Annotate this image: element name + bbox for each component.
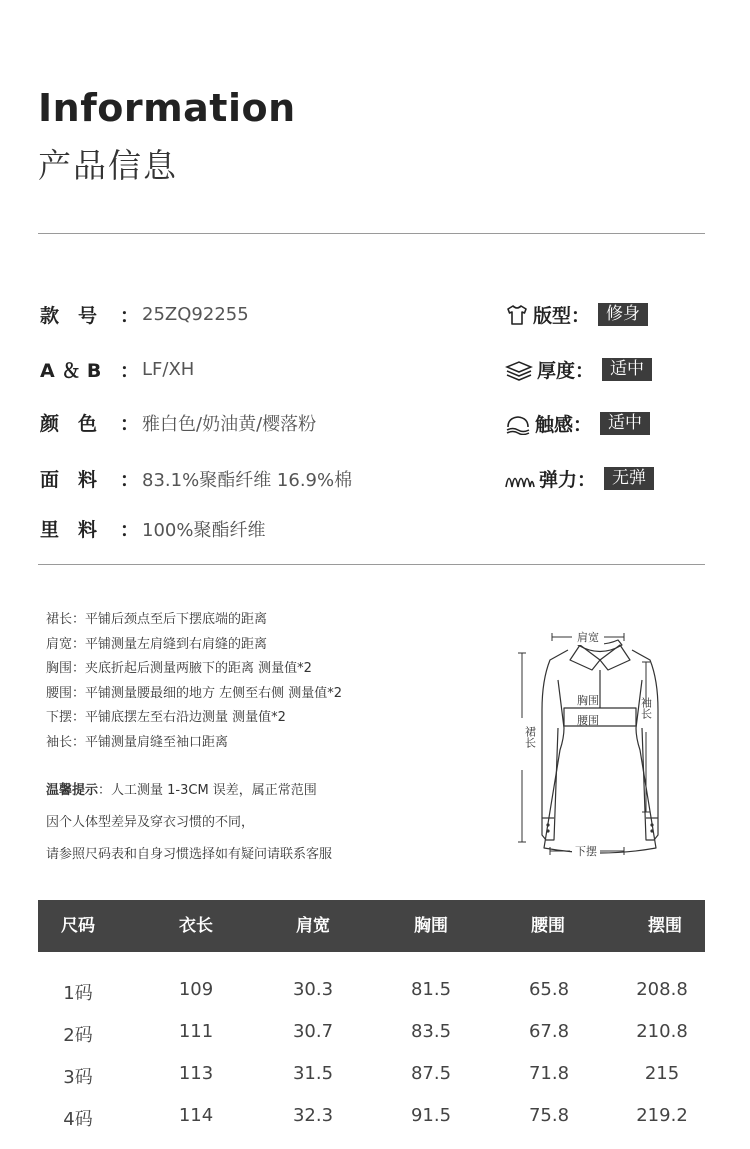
table-cell: 1码	[63, 983, 93, 1004]
col-header-hem: 摆围	[648, 916, 682, 936]
table-cell: 219.2	[636, 1105, 688, 1126]
note-line: 腰围：平铺测量腰最细的地方 左侧至右侧 测量值*2	[46, 685, 343, 701]
note-line: 胸围：夹底折起后测量两腋下的距离 测量值*2	[46, 661, 312, 676]
note-line: 裙长：平铺后颈点至后下摆底端的距离	[46, 612, 268, 627]
spec-fit: 版型 ： 修身	[505, 301, 648, 328]
table-cell: 4码	[63, 1109, 93, 1130]
diagram-label-sleeve: 袖长	[639, 697, 653, 719]
note-line: 袖长：平铺测量肩缝至袖口距离	[46, 734, 229, 750]
col-header-size: 尺码	[61, 916, 95, 936]
spec-key: 厚度	[537, 360, 576, 382]
dress-measurement-diagram	[510, 620, 670, 865]
table-cell: 109	[178, 979, 214, 1000]
divider-middle	[38, 564, 705, 565]
tips	[46, 782, 332, 878]
touch-icon	[505, 413, 531, 435]
col-header-waist: 腰围	[531, 916, 565, 936]
attr-value: 83.1%聚酯纤维 16.9%棉	[142, 469, 353, 491]
tips-text: 请参照尺码表和自身习惯选择如有疑问请联系客服	[46, 847, 333, 862]
tips-text: 因个人体型差异及穿衣习惯的不同，	[46, 815, 255, 830]
attr-key: A ＆ B	[40, 360, 102, 382]
tips-text: ：人工测量 1-3CM 误差，属正常范围	[98, 783, 317, 798]
table-cell: 71.8	[528, 1063, 570, 1084]
attr-color: 颜 色 ： 雅白色/奶油黄/樱落粉	[40, 409, 316, 436]
attr-key: 款 号	[40, 305, 98, 327]
measure-notes	[46, 611, 342, 758]
attr-key: 里 料	[40, 519, 98, 541]
col-header-length: 衣长	[179, 916, 213, 936]
table-cell: 30.3	[292, 979, 334, 1000]
diagram-label-length: 裙长	[523, 726, 537, 748]
table-cell: 114	[178, 1105, 214, 1126]
spec-badge: 适中	[602, 358, 652, 381]
table-cell: 83.5	[410, 1021, 452, 1042]
diagram-label-shoulder: 肩宽	[577, 631, 599, 644]
size-table-header	[38, 900, 705, 952]
table-cell: 67.8	[528, 1021, 570, 1042]
title-chinese: 产品信息	[38, 146, 178, 185]
table-cell: 30.7	[292, 1021, 334, 1042]
attr-lining: 里 料 ： 100%聚酯纤维	[40, 515, 265, 542]
attr-fabric: 面 料 ： 83.1%聚酯纤维 16.9%棉	[40, 465, 352, 492]
diagram-label-waist: 腰围	[577, 714, 599, 727]
tips-label: 温馨提示	[46, 783, 99, 798]
spec-key: 弹力	[539, 469, 578, 491]
table-cell: 91.5	[410, 1105, 452, 1126]
table-cell: 215	[644, 1063, 680, 1084]
table-cell: 3码	[63, 1067, 93, 1088]
diagram-label-hem: 下摆	[575, 845, 597, 858]
attr-value: 25ZQ92255	[142, 304, 249, 325]
spec-thickness: 厚度 ： 适中	[505, 356, 652, 383]
spec-touch: 触感 ： 适中	[505, 410, 650, 437]
spec-badge: 修身	[598, 303, 648, 326]
attr-ab: A ＆ B ： LF/XH	[40, 356, 194, 383]
tshirt-icon	[505, 304, 529, 326]
table-cell: 31.5	[292, 1063, 334, 1084]
spec-badge: 无弹	[604, 467, 654, 490]
attr-value: 雅白色/奶油黄/樱落粉	[142, 413, 317, 435]
table-cell: 111	[178, 1021, 214, 1042]
table-cell: 2码	[63, 1025, 93, 1046]
spec-elastic: 弹力 ： 无弹	[505, 465, 654, 492]
spec-key: 触感	[535, 414, 574, 436]
attr-key: 颜 色	[40, 413, 98, 435]
spec-key: 版型	[533, 305, 572, 327]
table-cell: 32.3	[292, 1105, 334, 1126]
col-header-chest: 胸围	[414, 916, 448, 936]
table-cell: 210.8	[636, 1021, 688, 1042]
note-line: 肩宽：平铺测量左肩缝到右肩缝的距离	[46, 636, 268, 652]
spec-badge: 适中	[600, 412, 650, 435]
table-cell: 65.8	[528, 979, 570, 1000]
table-cell: 208.8	[636, 979, 688, 1000]
table-cell: 81.5	[410, 979, 452, 1000]
attr-value: LF/XH	[142, 359, 195, 380]
attr-key: 面 料	[40, 469, 98, 491]
attr-value: 100%聚酯纤维	[142, 519, 266, 541]
layers-icon	[505, 359, 533, 381]
title-english: Information	[38, 86, 296, 130]
elastic-icon	[505, 468, 535, 490]
table-cell: 87.5	[410, 1063, 452, 1084]
attr-style-number: 款 号 ： 25ZQ92255	[40, 301, 249, 328]
diagram-label-chest: 胸围	[577, 694, 599, 707]
col-header-shoulder: 肩宽	[296, 916, 330, 936]
table-cell: 113	[178, 1063, 214, 1084]
table-cell: 75.8	[528, 1105, 570, 1126]
note-line: 下摆：平铺底摆左至右沿边测量 测量值*2	[46, 710, 286, 725]
divider-top	[38, 233, 705, 234]
